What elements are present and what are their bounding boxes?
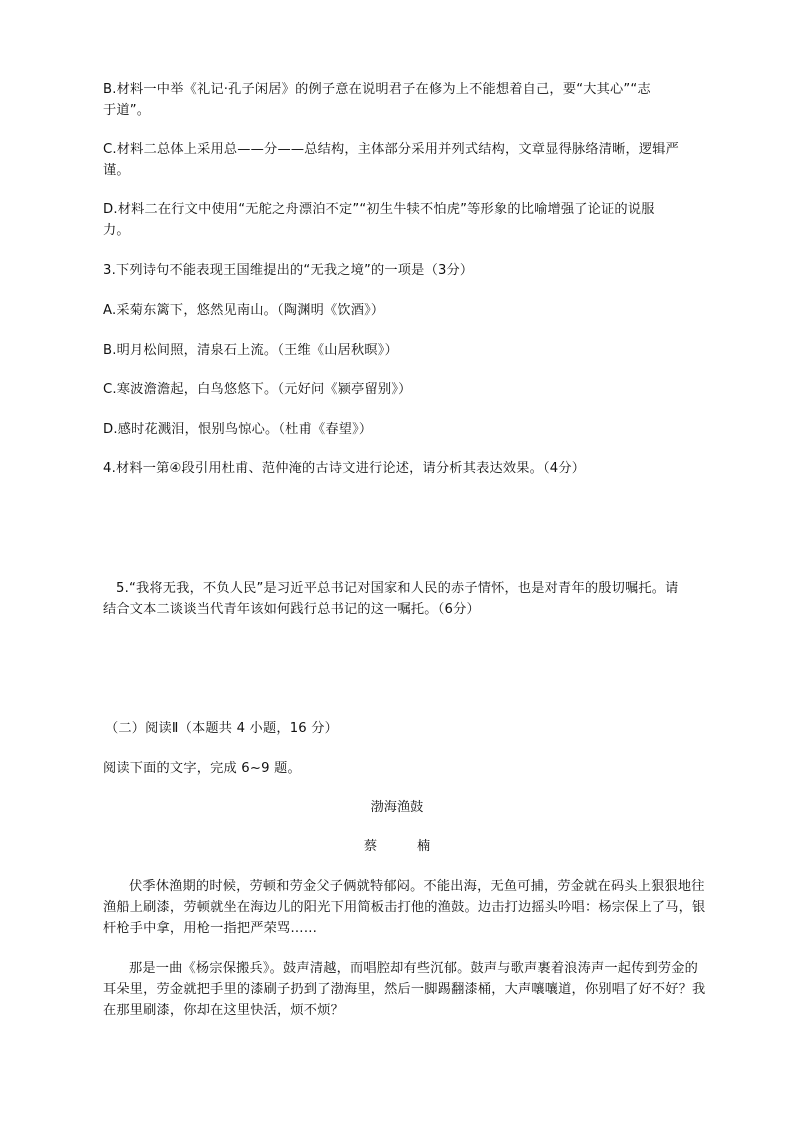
text-line: 在那里刷漆，你却在这里快活，烦不烦？: [103, 1003, 344, 1018]
text-line: 渔船上刷漆，劳顿就坐在海边儿的阳光下用简板击打他的渔鼓。边击打边摇头吟唱：杨宗保上了马，银: [103, 900, 706, 915]
text-line: 谨。: [103, 163, 130, 178]
question-3-option-a: A.采菊东篱下，悠然见南山。（陶渊明《饮酒》）: [103, 303, 385, 318]
author-first-char: 蔡: [363, 839, 377, 854]
q2-option-c: [103, 139, 708, 181]
question-5: [103, 578, 708, 620]
question-3-option-d: D.感时花溅泪，恨别鸟惊心。（杜甫《春望》）: [103, 422, 373, 437]
text-line: 结合文本二谈谈当代青年该如何践行总书记的这一嘱托。（6分）: [103, 602, 480, 617]
text-line: 杆枪手中拿，用枪一指把严荣骂……: [103, 921, 318, 936]
text-line: B.材料一中举《礼记·孔子闲居》的例子意在说明君子在修为上不能想着自己，要“大其心”“志: [103, 82, 651, 97]
article-title: 渤海渔鼓: [370, 800, 424, 815]
question-4: 4.材料一第④段引用杜甫、范仲淹的古诗文进行论述，请分析其表达效果。（4分）: [103, 461, 586, 476]
text-line: 力。: [103, 223, 130, 238]
text-line: C.材料二总体上采用总——分——总结构，主体部分采用并列式结构，文章显得脉络清晰，逻辑严: [103, 142, 680, 157]
text-line: 伏季休渔期的时候，劳顿和劳金父子俩就特郁闷。不能出海，无鱼可捕，劳金就在码头上狠狠地往: [129, 879, 705, 894]
article-author: [0, 836, 794, 857]
article-paragraph-1: [103, 876, 708, 939]
text-line: 于道”。: [103, 103, 151, 118]
q2-option-b: [103, 79, 708, 121]
q2-option-d: [103, 199, 708, 241]
question-3-option-c: C.寒波澹澹起，白鸟悠悠下。（元好问《颍亭留别》）: [103, 382, 412, 397]
question-3-stem: 3.下列诗句不能表现王国维提出的“无我之境”的一项是（3分）: [103, 263, 474, 278]
text-line: 那是一曲《杨宗保搬兵》。鼓声清越，而唱腔却有些沉郁。鼓声与歌声裹着浪涛声一起传到劳金的: [129, 961, 699, 976]
text-line: 5.“我将无我，不负人民”是习近平总书记对国家和人民的赤子情怀，也是对青年的殷切嘱托。请: [116, 581, 679, 596]
text-line: D.材料二在行文中使用“无舵之舟漂泊不定”“初生牛犊不怕虎”等形象的比喻增强了论证的说服: [103, 202, 655, 217]
question-3-option-b: B.明月松间照，清泉石上流。（王维《山居秋暝》）: [103, 343, 398, 358]
section-heading: （二）阅读Ⅱ（本题共 4 小题，16 分）: [105, 721, 339, 736]
author-last-char: 楠: [417, 839, 431, 854]
text-line: 耳朵里，劳金就把手里的漆刷子扔到了渤海里，然后一脚踢翻漆桶，大声嚷嚷道，你别唱了好不好？我: [103, 982, 706, 997]
section-instruction: 阅读下面的文字，完成 6~9 题。: [103, 761, 301, 776]
article-paragraph-2: [103, 958, 708, 1021]
